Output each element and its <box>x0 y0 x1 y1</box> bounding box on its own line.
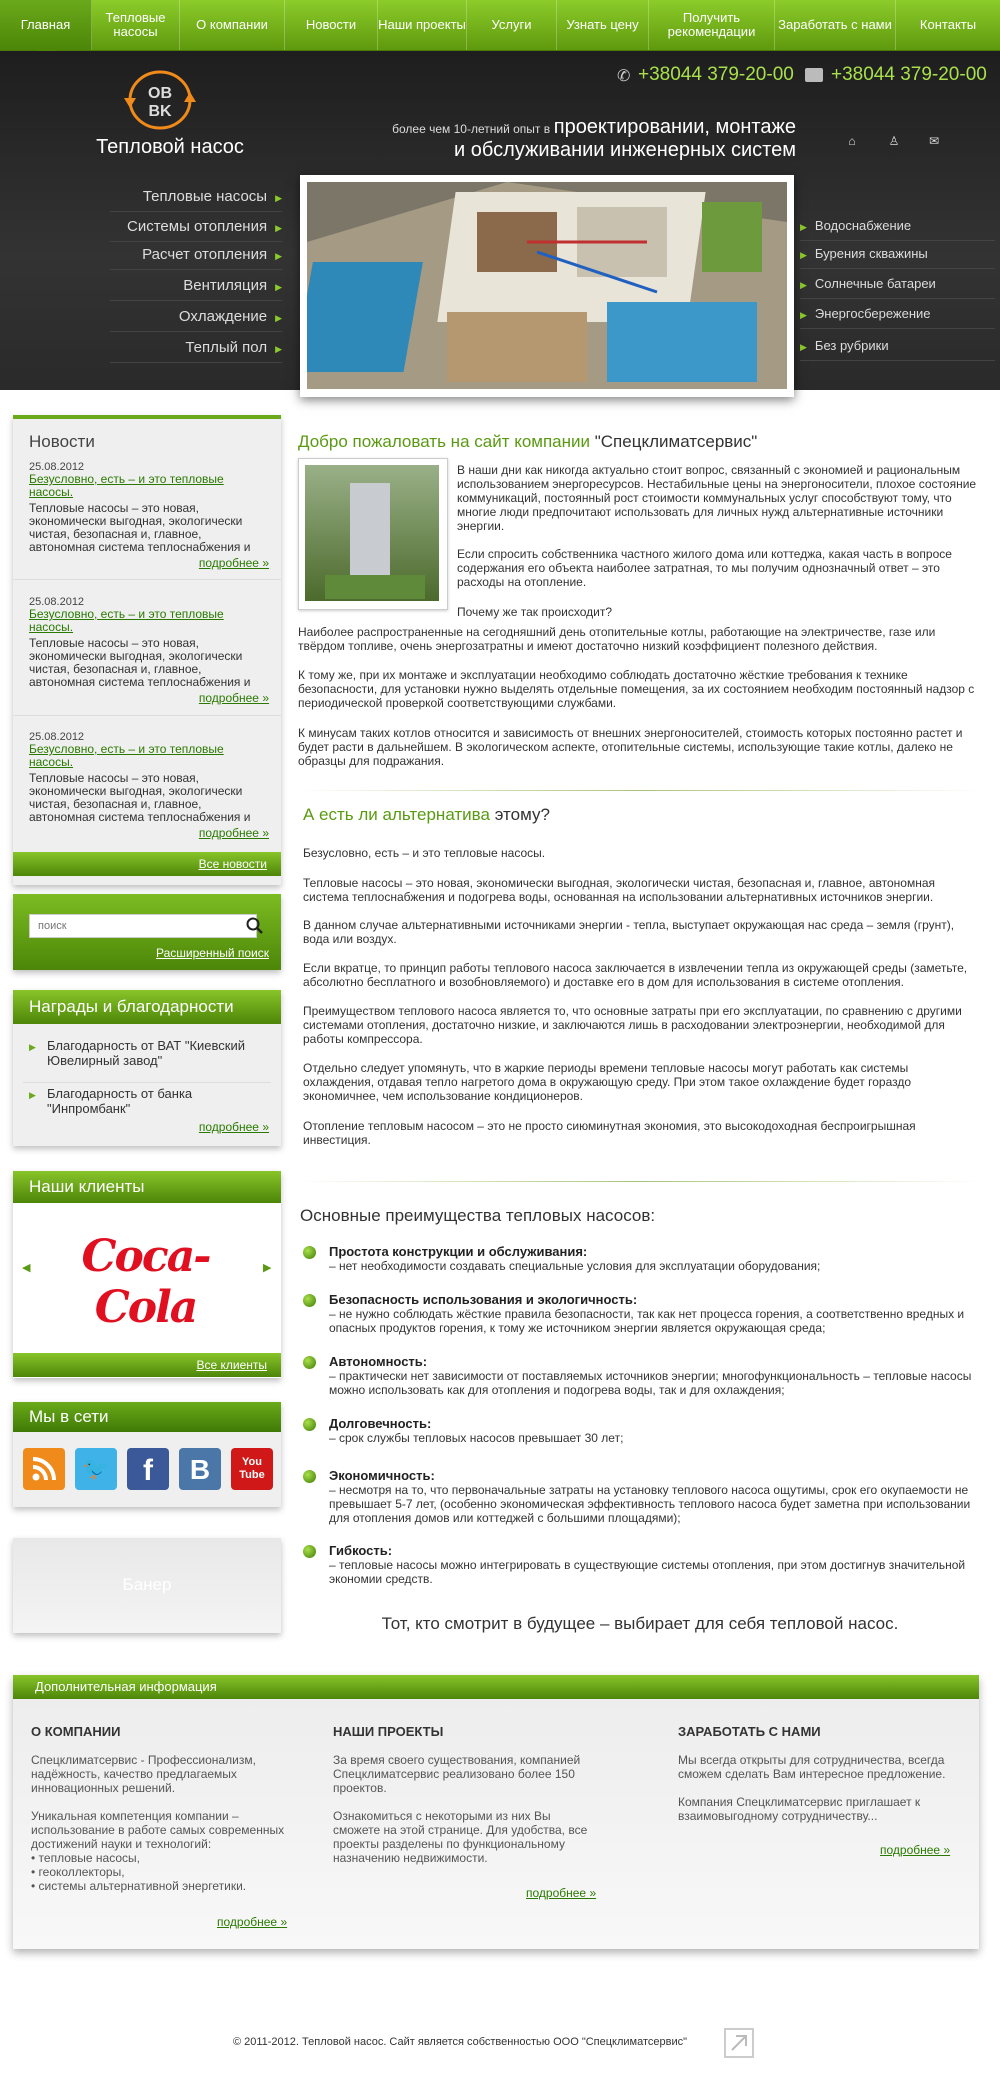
footer-earn-more-link[interactable]: подробнее » <box>880 1843 951 1857</box>
social-title: Мы в сети <box>13 1402 281 1432</box>
advantage-item: Долговечность: – срок службы тепловых насосов превышает 30 лет; <box>303 1416 983 1456</box>
nav-item-services[interactable]: Услуги <box>467 0 557 50</box>
left-menu-heating-calc[interactable]: Расчет отопления ▶ <box>110 241 282 270</box>
news-date: 25.08.2012 <box>29 461 85 473</box>
advantage-item: Экономичность: – несмотря на то, что первоначальные затраты на установку теплового насоса ощутимы, срок его окупаемости не превышает 5-7 лет, (особенно экономическая эффективность теплового насоса будет заметна при использовании для отопления домов или коттеджей с большими площадями); <box>303 1468 983 1528</box>
news-box <box>13 415 281 885</box>
rss-icon[interactable] <box>23 1448 65 1490</box>
footer-info-box <box>13 1675 979 1949</box>
news-item-title[interactable]: Безусловно, есть – и это тепловые насосы. <box>29 742 224 769</box>
globe-bullet-icon <box>303 1356 316 1369</box>
alt-paragraph-5: Преимуществом теплового насоса является то, что основные затраты при его эксплуатации, по сравнению с другими системами отопления, достаточно низкие, и заключаются лишь в расходовании электроэнергии, необходимой для работы компрессора. <box>303 1004 962 1046</box>
banner-text: Банер <box>122 1575 172 1594</box>
all-clients-link[interactable]: Все клиенты <box>196 1358 267 1372</box>
footer-col-earn: ЗАРАБОТАТЬ С НАМИ Мы всегда открыты для сотрудничества, всегда сможем сделать Вам интересное предложение. Компания Спецклиматсервис приглашает к взаимовыгодному сотрудничеству... <box>678 1724 946 1823</box>
tagline-big-2: и обслуживании инженерных систем <box>454 139 796 161</box>
divider <box>300 790 980 791</box>
slogan: Тот, кто смотрит в будущее – выбирает для себя тепловой насос. <box>381 1614 899 1633</box>
news-more-link[interactable]: подробнее » <box>198 556 269 570</box>
advantage-item: Простота конструкции и обслуживания: – нет необходимости создавать специальные условия для эксплуатации оборудования; <box>303 1244 983 1284</box>
news-date: 25.08.2012 <box>29 596 85 608</box>
all-news-link[interactable]: Все новости <box>198 857 267 871</box>
news-item <box>29 731 269 840</box>
nav-item-contacts[interactable]: Контакты <box>919 17 977 32</box>
divider <box>23 1082 271 1083</box>
alt-paragraph-3: В данном случае альтернативными источниками энергии - тепла, выступает окружающая нас среда – земля (грунт), вода или воздух. <box>303 918 955 946</box>
news-more-link[interactable]: подробнее » <box>198 826 269 840</box>
awards-more-link[interactable]: подробнее » <box>198 1120 269 1134</box>
award-item[interactable]: ▶ Благодарность от банка "Инпромбанк" <box>29 1086 193 1116</box>
tagline-small: более чем 10-летний опыт в <box>392 122 551 136</box>
advantage-item: Гибкость: – тепловые насосы можно интегрировать в существующие системы отопления, при этом достигнув значительной экономии средств. <box>303 1543 983 1583</box>
svg-text:BK: BK <box>148 103 172 120</box>
advanced-search-link[interactable]: Расширенный поиск <box>156 946 269 960</box>
svg-text:OB: OB <box>148 85 172 102</box>
nav-item-about[interactable]: О компании <box>180 0 285 50</box>
chevron-right-icon: ▶ <box>29 1042 36 1052</box>
left-menu-heat-pumps[interactable]: Тепловые насосы ▶ <box>110 183 282 212</box>
search-box <box>13 894 281 970</box>
globe-bullet-icon <box>303 1545 316 1558</box>
intro-paragraph-4: Наиболее распространенные на сегодняшний день отопительные котлы, работающие на электричестве, газе или твёрдом топливе, очень энергозатратны и имеют достаточно низкий коэффициент полезного действия. <box>298 625 936 653</box>
news-date: 25.08.2012 <box>29 731 85 743</box>
advantage-item: Автономность: – практически нет зависимости от поставляемых источников энергии; многофункциональность – тепловые насосы можно использовать как для отопления и подогрева воды, так и для охлаждения; <box>303 1354 983 1404</box>
right-menu-uncategorized[interactable]: ▶ Без рубрики <box>800 332 995 361</box>
article-image <box>298 458 448 610</box>
youtube-icon[interactable]: You Tube <box>231 1448 273 1490</box>
advantages-heading: Основные преимущества тепловых насосов: <box>300 1206 656 1225</box>
divider <box>13 715 281 716</box>
right-menu-solar[interactable]: ▶ Солнечные батареи <box>800 270 995 299</box>
sitemap-icon[interactable]: ♙ <box>888 134 900 148</box>
alternative-heading: А есть ли альтернатива этому? <box>303 805 550 824</box>
footer-info-bar: Дополнительная информация <box>13 1675 979 1699</box>
nav-item-price[interactable]: Узнать цену <box>557 0 649 50</box>
search-input[interactable] <box>29 914 257 938</box>
intro-paragraph-1: В наши дни как никогда актуально стоит вопрос, связанный с экономией и рациональным использованием энергоресурсов. Нестабильные цены на энергоносители, плохое состояние коммуникаций, постоянный рост стоимости коммунальных услуг способствуют тому, что многие люди предпочитают использовать для личных нужд альтернативные источники энергии. <box>457 463 977 533</box>
top-nav <box>0 0 1000 51</box>
alt-paragraph-1: Безусловно, есть – и это тепловые насосы. <box>303 846 546 860</box>
phone-icon: ✆ <box>617 68 631 85</box>
news-item-title[interactable]: Безусловно, есть – и это тепловые насосы. <box>29 472 224 499</box>
developer-logo-icon[interactable] <box>724 2028 754 2058</box>
clients-box <box>13 1171 281 1378</box>
twitter-icon[interactable]: 🐦 <box>75 1448 117 1490</box>
awards-title: Награды и благодарности <box>13 990 281 1024</box>
client-logo-coca-cola[interactable]: Coca-Cola <box>81 1231 210 1333</box>
footer-projects-more-link[interactable]: подробнее » <box>526 1886 597 1900</box>
right-menu-energy-saving[interactable]: ▶ Энергосбережение <box>800 300 995 329</box>
left-menu-heating-systems[interactable]: Системы отопления ▶ <box>110 213 282 242</box>
phone-number-1[interactable]: +38044 379-20-00 <box>638 64 794 85</box>
welcome-heading: Добро пожаловать на сайт компании "Спецклиматсервис" <box>298 432 758 451</box>
news-text: Тепловые насосы – это новая, экономически выгодная, экологически чистая, безопасная и, главное, автономная система теплоснабжения и <box>29 771 251 824</box>
divider <box>13 579 281 580</box>
all-news-bar <box>13 852 281 876</box>
news-text: Тепловые насосы – это новая, экономически выгодная, экологически чистая, безопасная и, главное, автономная система теплоснабжения и <box>29 636 251 689</box>
all-clients-bar <box>13 1353 281 1377</box>
globe-bullet-icon <box>303 1418 316 1431</box>
prev-arrow-icon[interactable]: ◀ <box>22 1262 31 1274</box>
nav-item-home[interactable]: Главная <box>0 0 92 50</box>
nav-item-heat-pumps[interactable]: Тепловые насосы <box>92 0 180 50</box>
hero-house-image <box>307 182 787 389</box>
divider <box>300 1181 980 1182</box>
left-menu-ventilation[interactable]: Вентиляция ▶ <box>110 272 282 301</box>
news-title: Новости <box>29 432 95 451</box>
footer-about-more-link[interactable]: подробнее » <box>217 1915 288 1929</box>
news-item-title[interactable]: Безусловно, есть – и это тепловые насосы. <box>29 607 224 634</box>
hero-image-frame <box>300 175 794 397</box>
search-icon[interactable] <box>245 916 265 936</box>
alt-paragraph-6: Отдельно следует упомянуть, что в жаркие периоды времени тепловые насосы могут работать как системы охлаждения, отдавая тепло нагретого дома в окружающую среду. При этом такое охлаждение будет гораздо экономичнее, чем использование кондиционеров. <box>303 1061 912 1103</box>
globe-bullet-icon <box>303 1470 316 1483</box>
alt-paragraph-4: Если вкратце, то принцип работы теплового насоса заключается в извлечении тепла из окружающей среды (заметьте, абсолютно бесплатного и возобновляемого) и доставке его в дом для использования в системе отопления. <box>303 961 968 989</box>
footer-col-projects: НАШИ ПРОЕКТЫ За время своего существования, компанией Спецклиматсервис реализовано более 150 проектов. Ознакомиться с некоторыми из них Вы сможете на этой странице. Для удобства, все проекты разделены по функциональному назначению недвижимости. <box>333 1724 588 1865</box>
right-menu-water[interactable]: ▶ Водоснабжение <box>800 212 995 241</box>
chevron-right-icon: ▶ <box>29 1090 36 1100</box>
news-item <box>29 461 269 570</box>
nav-item-recommendations[interactable]: Получить рекомендации <box>649 0 775 50</box>
intro-paragraph-6: К минусам таких котлов относится и зависимость от внешних энергоносителей, стоимость которых постоянно растет и будет расти в дальнейшем. В экологическом аспекте, отопительные системы, использующие такие котлы, далеко не образцы для подражания. <box>298 726 963 768</box>
news-more-link[interactable]: подробнее » <box>198 691 269 705</box>
home-icon[interactable]: ⌂ <box>848 134 856 148</box>
awards-box <box>13 990 281 1146</box>
advantage-item: Безопасность использования и экологичность: – не нужно соблюдать жёсткие правила безопасности, так как нет процесса горения, а соответственно вредных и опасных продуктов горения, к тому же источником энергии является окружающая среда; <box>303 1292 983 1342</box>
nav-item-news[interactable]: Новости <box>285 0 378 50</box>
award-item[interactable]: ▶ Благодарность от ВАТ "Киевский Ювелирный завод" <box>29 1038 246 1068</box>
alt-paragraph-2: Тепловые насосы – это новая, экономически выгодная, экологически чистая, безопасная и, главное, автономная система теплоснабжения и подогрева воды, основанная на использовании альтернативных источников энергии. <box>303 876 935 904</box>
next-arrow-icon[interactable]: ▶ <box>263 1262 272 1274</box>
nav-item-projects[interactable]: Наши проекты <box>378 0 467 50</box>
tagline <box>330 116 796 162</box>
site-name: Тепловой насос <box>96 136 244 158</box>
intro-paragraph-5: К тому же, при их монтаже и эксплуатации необходимо соблюдать достаточно жёсткие требования к технике безопасности, для установки нужно выделять отдельные помещения, за их состоянием необходим постоянный надзор с периодической проверкой соответствующими службами. <box>298 668 975 710</box>
vkontakte-icon[interactable]: B <box>179 1448 221 1490</box>
clients-title: Наши клиенты <box>13 1171 281 1203</box>
right-menu-drilling[interactable]: ▶ Бурения скважины <box>800 240 995 269</box>
alt-paragraph-7: Отопление тепловым насосом – это не просто сиюминутная экономия, это высокодоходная беспроигрышная инвестиция. <box>303 1119 916 1147</box>
logo[interactable] <box>120 70 200 130</box>
intro-paragraph-3: Почему же так происходит? <box>457 605 613 619</box>
phone-number-2[interactable]: +38044 379-20-00 <box>831 64 987 85</box>
banner-box[interactable] <box>13 1538 281 1633</box>
footer-col-about: О КОМПАНИИ Спецклиматсервис - Профессионализм, надёжность, качество предлагаемых инновационных решений. Уникальная компетенция компании – использование в работе самых современных достижений науки и технологий: • тепловые насосы, • геоколлекторы, • системы альтернативной энергетики. <box>31 1724 285 1893</box>
left-menu-warm-floor[interactable]: Теплый пол ▶ <box>110 334 282 363</box>
facebook-icon[interactable]: f <box>127 1448 169 1490</box>
nav-item-earn[interactable]: Заработать с нами <box>775 0 896 50</box>
globe-bullet-icon <box>303 1294 316 1307</box>
fax-icon <box>805 68 823 82</box>
tagline-big-1: проектировании, монтаже <box>553 116 796 138</box>
left-menu-cooling[interactable]: Охлаждение ▶ <box>110 303 282 332</box>
globe-bullet-icon <box>303 1246 316 1259</box>
news-text: Тепловые насосы – это новая, экономически выгодная, экологически чистая, безопасная и, главное, автономная система теплоснабжения и <box>29 501 251 554</box>
social-box <box>13 1402 281 1507</box>
mail-icon[interactable]: ✉ <box>928 134 940 148</box>
news-item <box>29 596 269 705</box>
intro-paragraph-2: Если спросить собственника частного жилого дома или коттеджа, какая часть в вопросе содержания его объекта наиболее затратная, то мы получим однозначный ответ – это расходы на отопление. <box>457 547 952 589</box>
copyright: © 2011-2012. Тепловой насос. Сайт является собственностью ООО "Спецклиматсервис" <box>232 2036 688 2048</box>
